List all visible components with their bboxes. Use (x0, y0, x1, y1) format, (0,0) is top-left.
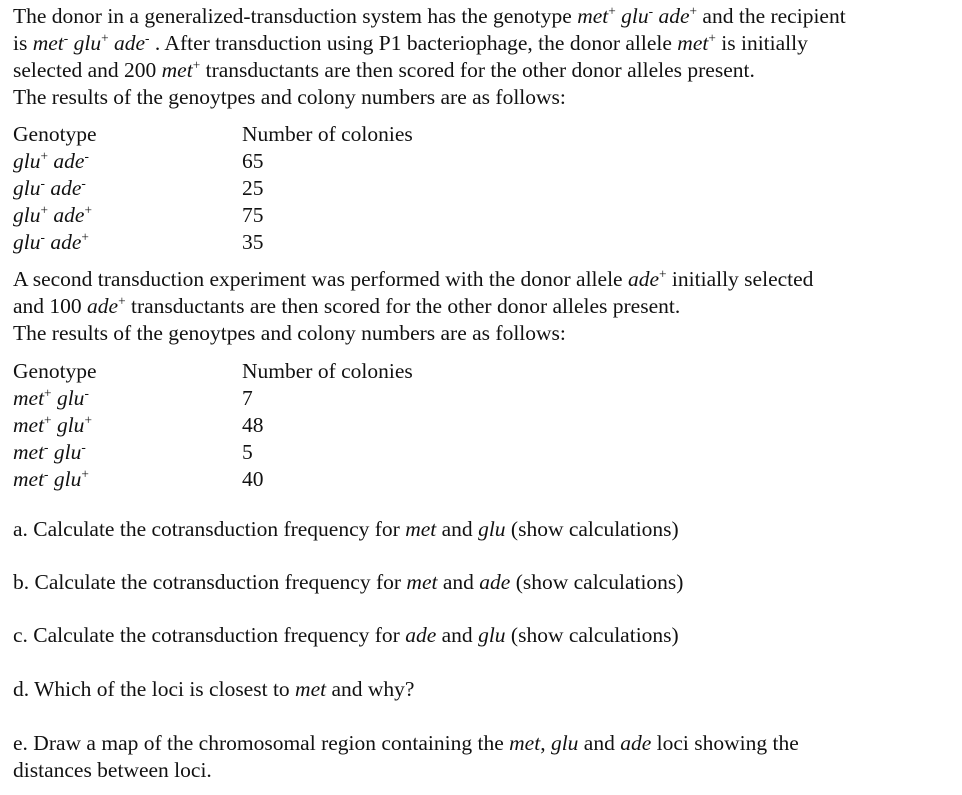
allele-sign: - (44, 439, 49, 455)
gene: met (13, 386, 45, 410)
text: The donor in a generalized-transduction system has the genotype (13, 4, 578, 28)
allele-sign: - (84, 385, 89, 401)
text: e. Draw a map of the chromosomal region containing the (13, 731, 510, 755)
text: c. Calculate the cotransduction frequency for (13, 623, 406, 647)
gene: glu (478, 623, 506, 647)
allele-sign: + (44, 385, 52, 401)
allele-sign: - (81, 175, 86, 191)
gene: glu (13, 149, 41, 173)
text: , (540, 731, 551, 755)
colony-count: 48 (242, 413, 264, 437)
results-table-1 (13, 121, 413, 256)
text: selected and 200 (13, 58, 162, 82)
colony-count: 40 (242, 467, 264, 491)
allele-sign: + (84, 412, 92, 428)
table-row (13, 412, 264, 439)
gene-met: met (161, 58, 193, 82)
colony-count: 25 (242, 176, 264, 200)
text: (show calculations) (505, 517, 679, 541)
question-d (13, 676, 414, 703)
text: A second transduction experiment was performed with the donor allele (13, 267, 628, 291)
allele-sign: + (192, 57, 201, 73)
colony-count: 35 (242, 230, 264, 254)
allele-sign: - (63, 30, 69, 46)
gene-ade: ade (87, 294, 119, 318)
allele-sign: - (648, 3, 654, 19)
allele-sign: + (84, 202, 92, 218)
gene: met (295, 677, 327, 701)
table-row (13, 148, 264, 175)
gene: met (406, 570, 438, 594)
allele-sign: - (84, 148, 89, 164)
gene: glu (13, 230, 41, 254)
gene: ade (620, 731, 652, 755)
table-row (13, 385, 253, 412)
table-header (13, 358, 413, 385)
table-row (13, 439, 253, 466)
text: and (578, 731, 621, 755)
allele-sign: + (689, 3, 698, 19)
colony-count: 65 (242, 149, 264, 173)
gene: met (13, 413, 45, 437)
intro-line-2 (13, 30, 846, 57)
gene: ade (53, 149, 85, 173)
second-line-2 (13, 293, 813, 320)
gene: glu (13, 203, 41, 227)
text: is (13, 31, 33, 55)
text: and the recipient (697, 4, 846, 28)
text: transductants are then scored for the other donor alleles present. (125, 294, 681, 318)
text: (show calculations) (510, 570, 684, 594)
allele-sign: - (81, 439, 86, 455)
allele-sign: - (44, 466, 49, 482)
gene: glu (56, 413, 85, 437)
table-row (13, 229, 264, 256)
gene-ade: ade (658, 4, 690, 28)
gene: glu (53, 440, 82, 464)
text: d. Which of the loci is closest to (13, 677, 296, 701)
colony-count: 5 (242, 440, 253, 464)
gene-met: met (677, 31, 709, 55)
text: and why? (326, 677, 415, 701)
table-row (13, 175, 264, 202)
gene: glu (56, 386, 85, 410)
header-colonies: Number of colonies (242, 359, 413, 383)
header-colonies: Number of colonies (242, 122, 413, 146)
gene-glu: glu (621, 4, 649, 28)
text: loci showing the (651, 731, 799, 755)
text: transductants are then scored for the other donor alleles present. (200, 58, 755, 82)
question-e (13, 730, 799, 784)
allele-sign: + (608, 3, 616, 19)
allele-sign: + (659, 266, 667, 282)
gene-ade: ade (627, 267, 660, 291)
intro-line-1 (13, 3, 846, 30)
question-c (13, 622, 679, 649)
gene: met (405, 517, 437, 541)
allele-sign: + (118, 293, 126, 309)
allele-sign: + (101, 30, 109, 46)
gene-met: met (577, 4, 609, 28)
table-header (13, 121, 413, 148)
gene: met (13, 467, 45, 491)
gene: ade (50, 230, 82, 254)
table-row (13, 202, 264, 229)
gene: glu (13, 176, 41, 200)
text: and 100 (13, 294, 88, 318)
header-genotype: Genotype (13, 122, 97, 146)
gene-glu: glu (73, 31, 102, 55)
gene: ade (53, 203, 85, 227)
allele-sign: + (40, 148, 49, 164)
colony-count: 7 (242, 386, 253, 410)
text: is initially (715, 31, 808, 55)
allele-sign: + (40, 202, 49, 218)
header-genotype: Genotype (13, 359, 97, 383)
allele-sign: - (145, 30, 150, 46)
gene: ade (405, 623, 437, 647)
second-line-3: The results of the genoytpes and colony numbers are as follows: (13, 321, 566, 345)
question-e-line-2: distances between loci. (13, 758, 212, 782)
text: initially selected (666, 267, 814, 291)
text: and (436, 517, 479, 541)
intro-line-4: The results of the genoytpes and colony numbers are as follows: (13, 85, 566, 109)
allele-sign: - (40, 175, 45, 191)
gene: glu (550, 731, 579, 755)
intro-paragraph (13, 3, 846, 111)
allele-sign: + (708, 30, 716, 46)
gene: met (509, 731, 541, 755)
text: (show calculations) (505, 623, 679, 647)
allele-sign: + (81, 466, 89, 482)
second-experiment-paragraph (13, 266, 813, 347)
table-row (13, 466, 264, 493)
allele-sign: + (44, 412, 52, 428)
allele-sign: + (81, 229, 89, 245)
gene: glu (53, 467, 82, 491)
question-e-line-1 (13, 730, 799, 757)
gene: met (13, 440, 45, 464)
question-a (13, 516, 679, 543)
gene: ade (479, 570, 511, 594)
text: . After transduction using P1 bacteriophage, the donor allele (149, 31, 678, 55)
text: and (437, 570, 480, 594)
second-line-1 (13, 266, 813, 293)
results-table-2 (13, 358, 413, 493)
allele-sign: - (40, 229, 45, 245)
intro-line-3 (13, 57, 846, 84)
text: and (436, 623, 479, 647)
question-b (13, 569, 683, 596)
gene-ade: ade (113, 31, 146, 55)
gene: ade (50, 176, 82, 200)
text: a. Calculate the cotransduction frequency for (13, 517, 406, 541)
colony-count: 75 (242, 203, 264, 227)
gene: glu (478, 517, 506, 541)
gene-met: met (32, 31, 64, 55)
text: b. Calculate the cotransduction frequency for (13, 570, 407, 594)
